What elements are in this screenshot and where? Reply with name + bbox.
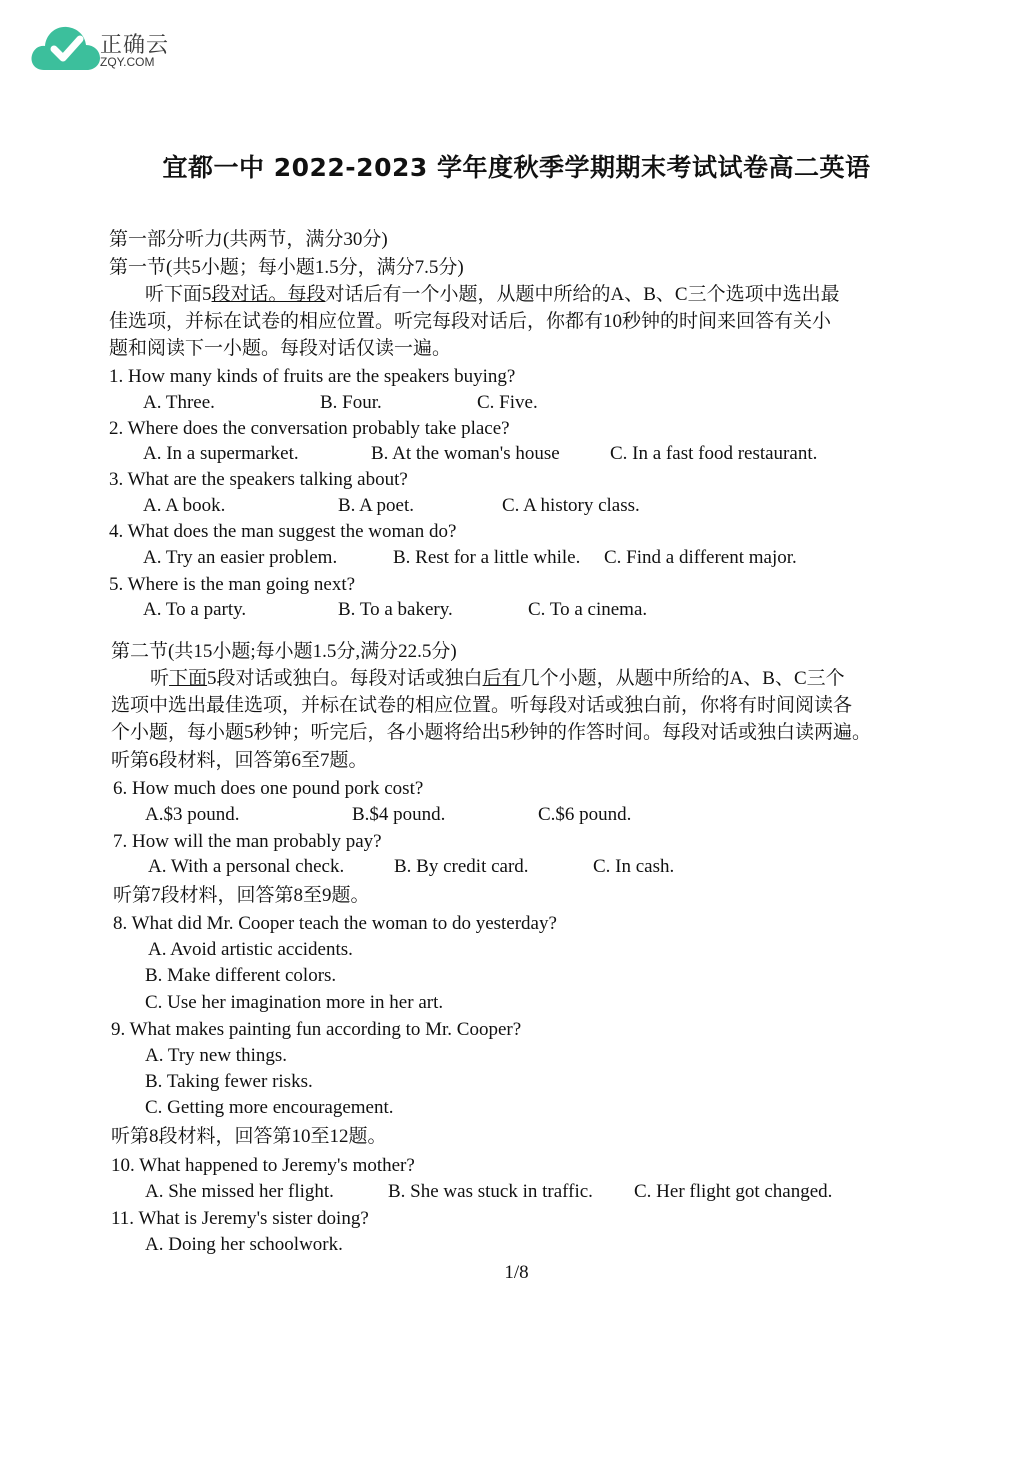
option-c: C. In cash. [593, 856, 675, 877]
option-c: C. Use her imagination more in her art. [145, 992, 444, 1013]
brand-domain: ZQY.COM [100, 55, 155, 69]
instr-text: 听下面5 [145, 284, 212, 305]
cloud-check-icon [30, 22, 102, 74]
option-b: B. She was stuck in traffic. [388, 1181, 593, 1202]
option-a: A. Three. [143, 392, 215, 413]
question-stem: 3. What are the speakers talking about? [109, 469, 408, 490]
section1-instruction-line1 [145, 283, 840, 307]
question-stem: 11. What is Jeremy's sister doing? [111, 1208, 369, 1229]
section2-heading: 第二节(共15小题;每小题1.5分,满分22.5分) [111, 641, 457, 662]
part1-heading: 第一部分听力(共两节，满分30分) [109, 229, 388, 250]
instr-text: 5段对话或独白。每段对话或独白 [207, 668, 483, 689]
option-a: A. She missed her flight. [145, 1181, 334, 1202]
option-c: C. To a cinema. [528, 599, 648, 620]
instr-underlined: 段对话。每段 [211, 284, 326, 305]
option-a: A. Doing her schoolwork. [145, 1234, 343, 1255]
section1-instruction-line2: 佳选项，并标在试卷的相应位置。听完每段对话后，你都有10秒钟的时间来回答有关小 [109, 311, 832, 332]
option-b: B. By credit card. [394, 856, 529, 877]
option-c: C. A history class. [502, 495, 640, 516]
option-b: B.$4 pound. [352, 804, 446, 825]
option-a: A. A book. [143, 495, 226, 516]
option-a: A.$3 pound. [145, 804, 240, 825]
instr-underlined: 后有 [482, 668, 521, 689]
option-a: A. Try new things. [145, 1045, 287, 1066]
section1-heading: 第一节(共5小题；每小题1.5分，满分7.5分) [109, 257, 464, 278]
question-stem: 10. What happened to Jeremy's mother? [111, 1155, 415, 1176]
question-stem: 9. What makes painting fun according to Mr. Cooper? [111, 1019, 522, 1040]
section2-instruction-line1 [150, 667, 845, 691]
option-b: B. A poet. [338, 495, 415, 516]
option-b: B. At the woman's house [371, 443, 560, 464]
option-b: B. Make different colors. [145, 965, 337, 986]
option-c: C. Her flight got changed. [634, 1181, 833, 1202]
option-c: C.$6 pound. [538, 804, 632, 825]
option-a: A. To a party. [143, 599, 247, 620]
option-a: A. In a supermarket. [143, 443, 299, 464]
option-a: A. With a personal check. [148, 856, 345, 877]
question-stem: 4. What does the man suggest the woman do? [109, 521, 457, 542]
brand-name: 正确云 [100, 33, 170, 58]
option-a: A. Avoid artistic accidents. [148, 939, 353, 960]
material-heading: 听第7段材料，回答第8至9题。 [113, 885, 370, 906]
option-c: C. Find a different major. [604, 547, 797, 568]
page-title: 宜都一中 2022-2023 学年度秋季学期期末考试试卷高二英语 [162, 153, 871, 182]
option-c: C. In a fast food restaurant. [610, 443, 818, 464]
question-stem: 6. How much does one pound pork cost? [113, 778, 424, 799]
page-number: 1/8 [504, 1262, 529, 1283]
instr-text: 听 [150, 668, 170, 689]
instr-text: 对话后有一个小题，从题中所给的A、B、C三个选项中选出最 [325, 284, 840, 305]
option-c: C. Getting more encouragement. [145, 1097, 394, 1118]
question-stem: 1. How many kinds of fruits are the speakers buying? [109, 366, 516, 387]
instr-underlined: 下面 [169, 668, 208, 689]
section1-instruction-line3: 题和阅读下一小题。每段对话仅读一遍。 [109, 338, 452, 359]
option-a: A. Try an easier problem. [143, 547, 338, 568]
material-heading: 听第8段材料，回答第10至12题。 [111, 1126, 387, 1147]
option-b: B. Four. [320, 392, 382, 413]
question-stem: 8. What did Mr. Cooper teach the woman to do yesterday? [113, 913, 557, 934]
section2-instruction-line2: 选项中选出最佳选项，并标在试卷的相应位置。听每段对话或独白前，你将有时间阅读各 [111, 695, 853, 716]
option-b: B. To a bakery. [338, 599, 453, 620]
option-c: C. Five. [477, 392, 538, 413]
instr-text: 几个小题，从题中所给的A、B、C三个 [520, 668, 845, 689]
option-b: B. Rest for a little while. [393, 547, 581, 568]
question-stem: 7. How will the man probably pay? [113, 831, 382, 852]
section2-instruction-line3: 个小题，每小题5秒钟；听完后，各小题将给出5秒钟的作答时间。每段对话或独白读两遍。 [111, 722, 872, 743]
material-heading: 听第6段材料，回答第6至7题。 [111, 750, 368, 771]
question-stem: 2. Where does the conversation probably take place? [109, 418, 510, 439]
option-b: B. Taking fewer risks. [145, 1071, 313, 1092]
question-stem: 5. Where is the man going next? [109, 574, 356, 595]
